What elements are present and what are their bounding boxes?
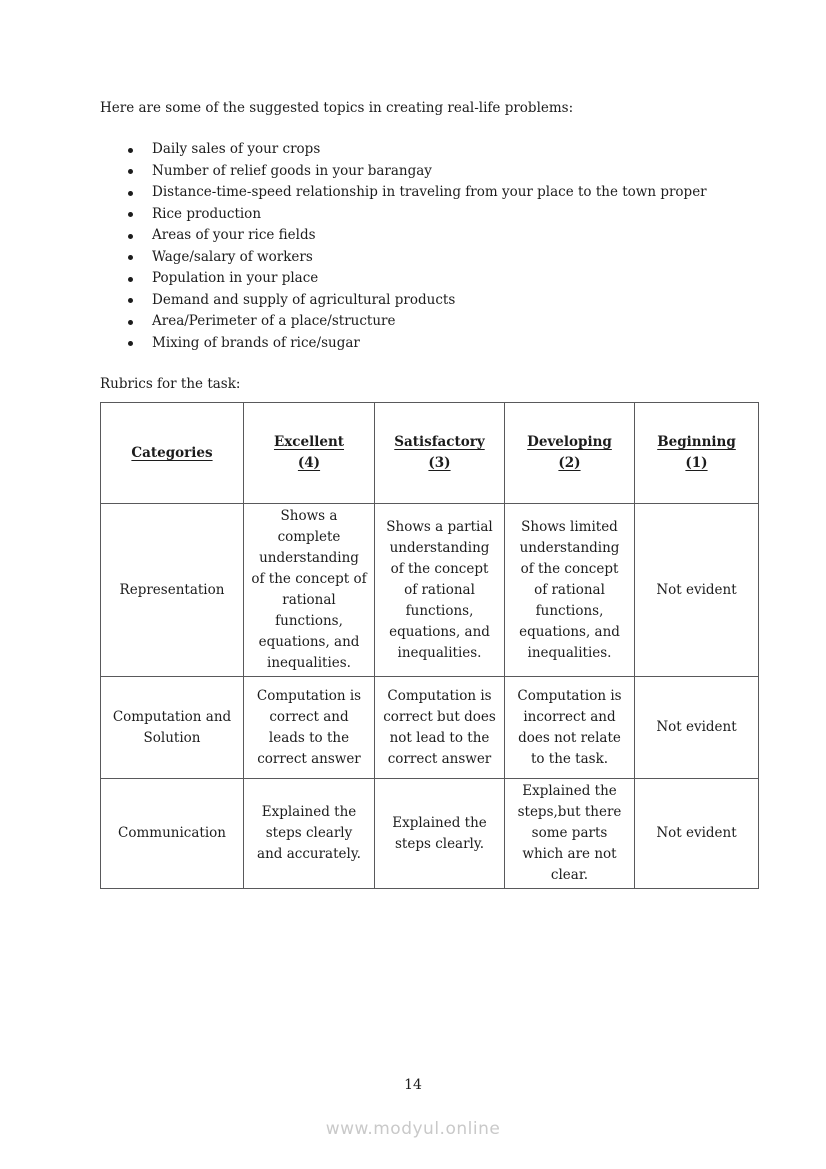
- topic-item: Mixing of brands of rice/sugar: [100, 333, 727, 355]
- header-developing: [505, 403, 635, 504]
- cell-satisfactory: Shows a partial understanding of the concept of rational functions, equations, and inequalities.: [375, 504, 505, 677]
- topic-item: Areas of your rice fields: [100, 225, 727, 247]
- table-row-communication: [101, 779, 759, 889]
- header-title: Categories: [131, 444, 213, 461]
- header-title: Beginning: [657, 434, 736, 450]
- cell-beginning: Not evident: [635, 677, 759, 779]
- header-score: (4): [297, 455, 321, 471]
- cell-developing: Explained the steps,but there some parts which are not clear.: [505, 779, 635, 889]
- table-row-computation-and-solution: [101, 677, 759, 779]
- header-title: Satisfactory: [394, 434, 485, 450]
- cell-developing: Shows limited understanding of the concept of rational functions, equations, and inequalities.: [505, 504, 635, 677]
- header-score: (3): [428, 455, 451, 471]
- cell-satisfactory: Computation is correct but does not lead to the correct answer: [375, 677, 505, 779]
- topic-item: Wage/salary of workers: [100, 247, 727, 269]
- topic-item: Population in your place: [100, 268, 727, 290]
- cell-beginning: Not evident: [635, 779, 759, 889]
- header-beginning: [635, 403, 759, 504]
- cell-excellent: Explained the steps clearly and accurately.: [244, 779, 375, 889]
- cell-satisfactory: Explained the steps clearly.: [375, 779, 505, 889]
- row-category: Representation: [101, 504, 244, 677]
- topic-item: Distance-time-speed relationship in traveling from your place to the town proper: [100, 182, 727, 204]
- header-score: (1): [685, 455, 708, 471]
- cell-beginning: Not evident: [635, 504, 759, 677]
- watermark: www.modyul.online: [325, 1119, 501, 1139]
- document-page: [100, 98, 758, 889]
- header-satisfactory: [375, 403, 505, 504]
- topic-item: Demand and supply of agricultural products: [100, 290, 727, 312]
- row-category: Communication: [101, 779, 244, 889]
- topic-item: Area/Perimeter of a place/structure: [100, 311, 727, 333]
- page-number: 14: [404, 1077, 422, 1093]
- header-categories: [101, 403, 244, 504]
- topic-item: Daily sales of your crops: [100, 139, 727, 161]
- header-excellent: [244, 403, 375, 504]
- header-score: (2): [558, 455, 581, 471]
- cell-developing: Computation is incorrect and does not relate to the task.: [505, 677, 635, 779]
- topic-item: Rice production: [100, 204, 727, 226]
- rubric-table: [100, 402, 759, 889]
- row-category: Computation and Solution: [101, 677, 244, 779]
- table-row-representation: [101, 504, 759, 677]
- rubrics-label: Rubrics for the task:: [100, 376, 241, 392]
- topics-list: [100, 139, 727, 354]
- cell-excellent: Shows a complete understanding of the concept of rational functions, equations, and inequalities.: [244, 504, 375, 677]
- cell-excellent: Computation is correct and leads to the correct answer: [244, 677, 375, 779]
- intro-paragraph: Here are some of the suggested topics in creating real-life problems:: [100, 100, 574, 116]
- table-header-row: [101, 403, 759, 504]
- header-title: Developing: [527, 434, 612, 450]
- header-title: Excellent: [273, 434, 345, 450]
- topic-item: Number of relief goods in your barangay: [100, 161, 727, 183]
